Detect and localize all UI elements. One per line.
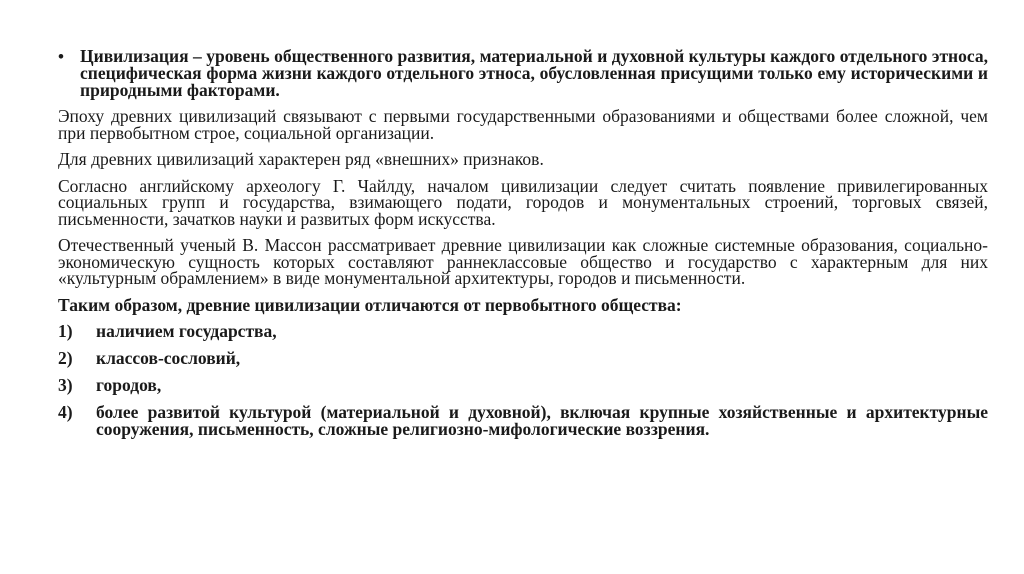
list-text: классов-сословий, [96,347,241,368]
list-text: наличием государства, [96,320,277,341]
definition-bullet [58,48,988,99]
list-item [58,347,988,368]
definition-text: Цивилизация – уровень общественного развития, материальной и духовной культуры каждого отдельного этноса, специфическая форма жизни каждого отдельного этноса, обусловленная присущими только ему историческими и природными факторами. [80,46,988,100]
slide-content [58,48,988,448]
list-text: более развитой культурой (материальной и духовной), включая крупные хозяйственные и архитектурные сооружения, письменность, сложные религиозно-мифологические воззрения. [96,401,988,439]
list-number: 1) [58,320,73,341]
list-number: 3) [58,374,73,395]
list-item [58,401,988,439]
paragraph-childe: Согласно английскому археологу Г. Чайлду, началом цивилизации следует считать появление привилегированных социальных групп и государства, взимающего подати, городов и монументальных строений, торговых связей, письменности, зачатков науки и развитых форм искусства. [58,175,988,229]
list-number: 2) [58,347,73,368]
list-text: городов, [96,374,162,395]
paragraph-external-signs: Для древних цивилизаций характерен ряд «внешних» признаков. [58,149,544,169]
list-item [58,374,988,395]
summary-heading: Таким образом, древние цивилизации отличаются от первобытного общества: [58,294,682,315]
paragraph-masson: Отечественный ученый В. Массон рассматривает древние цивилизации как сложные системные образования, социально-экономическую сущность которых составляют раннеклассовые общество и государство с характерным для них «культурным обрамлением» в виде монументальной архитектуры, городов и письменности. [58,235,988,288]
list-number: 4) [58,401,73,422]
list-item [58,320,988,341]
bullet-icon: • [58,47,64,66]
paragraph-ancient-civilizations: Эпоху древних цивилизаций связывают с первыми государственными образованиями и обществами более сложной, чем при первобытном строе, социальной организации. [58,106,988,143]
